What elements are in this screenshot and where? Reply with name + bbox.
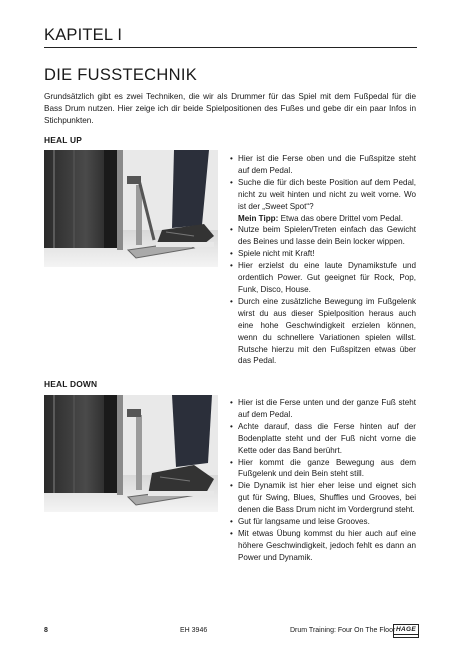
heal-up-heading: HEAL UP [44, 135, 83, 145]
tip-label: Mein Tipp: [238, 213, 279, 223]
list-item: • Achte darauf, dass die Ferse hinten auf der Bodenplatte steht und der Fuß nicht vorne die Kette oder das Band berührt. [230, 421, 416, 457]
list-item: • Hier erzielst du eine laute Dynamikstufe und ordentlich Power. Gut geeignet für Rock, Pop, Funk, Disco, House. [230, 260, 416, 296]
heal-down-heading: HEAL DOWN [44, 379, 98, 389]
heal-down-illustration [44, 395, 218, 512]
list-item: • Spiele nicht mit Kraft! [230, 248, 416, 260]
page-number: 8 [44, 627, 48, 634]
list-item: • Hier ist die Ferse oben und die Fußspitze steht auf dem Pedal. [230, 153, 416, 177]
list-item: • Hier kommt die ganze Bewegung aus dem Fußgelenk und dein Bein steht still. [230, 457, 416, 481]
book-title: Drum Training: Four On The Floor [290, 627, 396, 634]
heal-down-bullet-list [230, 397, 416, 564]
list-item: • Die Dynamik ist hier eher leise und eignet sich gut für Swing, Blues, Shuffles und Grooves, bei denen die Bass Drum nicht im Vordergrund steht. [230, 480, 416, 516]
tip-line [230, 213, 416, 225]
list-item: • Nutze beim Spielen/Treten einfach das Gewicht des Beines und lasse dein Bein locker wippen. [230, 224, 416, 248]
page-title: DIE FUSSTECHNIK [44, 66, 198, 84]
chapter-divider [44, 47, 417, 48]
list-item: • Gut für langsame und leise Grooves. [230, 516, 416, 528]
list-item: • Mit etwas Übung kommst du hier auch auf eine höhere Geschwindigkeit, jedoch fehlt es dann an Power und Dynamik. [230, 528, 416, 564]
logo-text: HAGE [396, 626, 416, 633]
publisher-logo [393, 624, 419, 638]
list-item: • Hier ist die Ferse unten und der ganze Fuß steht auf dem Pedal. [230, 397, 416, 421]
tip-text: Etwa das obere Drittel vom Pedal. [278, 213, 403, 223]
intro-paragraph: Grundsätzlich gibt es zwei Techniken, die wir als Drummer für das Spiel mit dem Fußpedal für die Bass Drum nutzen. Hier zeige ich dir beide Spielpositionen des Fußes und gebe dir ein paar Infos in Stichpunkten. [44, 92, 416, 125]
list-item: • Suche die für dich beste Position auf dem Pedal, nicht zu weit hinten und nicht zu weit vorne. Wo ist der „Sweet Spot“? [230, 177, 416, 213]
heal-up-photo [44, 150, 218, 267]
chapter-heading: KAPITEL I [44, 26, 123, 44]
edition-number: EH 3946 [180, 627, 208, 634]
heal-up-bullet-list [230, 153, 416, 367]
heal-up-illustration [44, 150, 218, 267]
heal-down-photo [44, 395, 218, 512]
list-item: • Durch eine zusätzliche Bewegung im Fußgelenk wirst du aus dieser Spielposition heraus auch eine hohe Geschwindigkeit erzielen können, wenn du schnellere Variationen spielen willst. Rutsche hierzu mit den Fußspitzen etwas über das Pedal. [230, 296, 416, 367]
